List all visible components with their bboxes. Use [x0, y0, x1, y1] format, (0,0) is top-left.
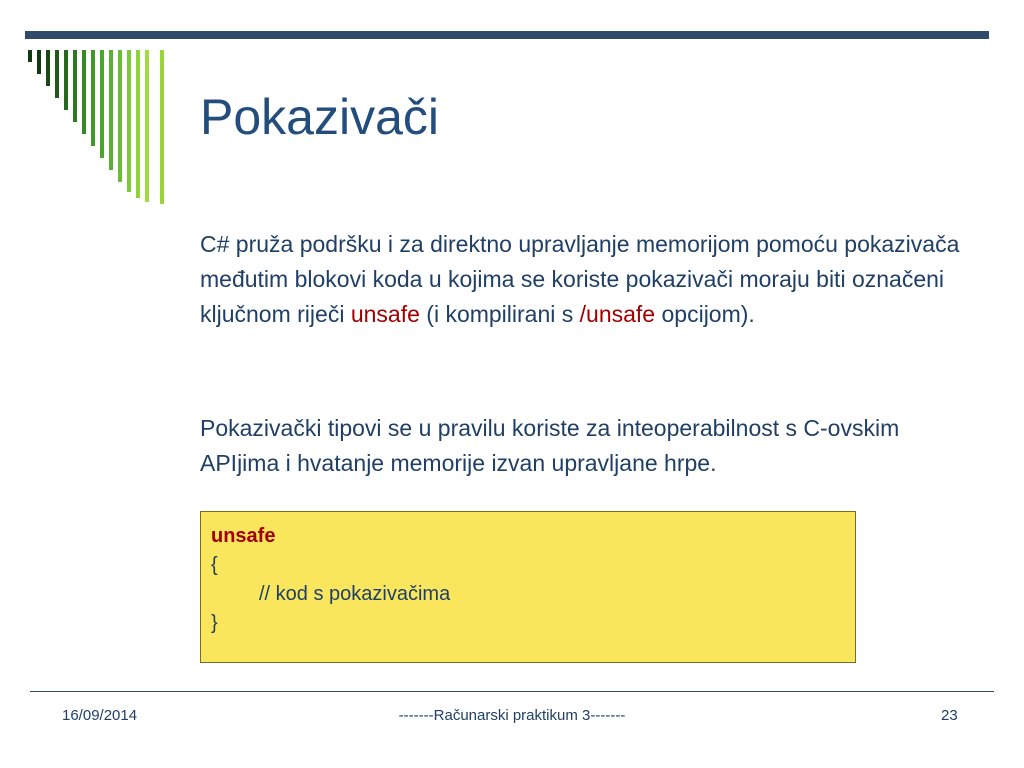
- stripe: [91, 50, 95, 146]
- stripe: [37, 50, 41, 74]
- paragraph-1-text-b: (i kompilirani s: [419, 301, 580, 327]
- paragraph-2: Pokazivački tipovi se u pravilu koriste za inteoperabilnost s C-ovskim APIjima i hvatanje memorije izvan upravljane hrpe.: [200, 415, 900, 476]
- stripe: [82, 50, 86, 134]
- stripe: [136, 50, 140, 198]
- stripe: [145, 50, 149, 202]
- stripe: [127, 50, 131, 192]
- footer-date: 16/09/2014: [62, 707, 138, 724]
- stripe: [160, 50, 164, 204]
- stripe: [73, 50, 77, 122]
- stripe: [55, 50, 59, 98]
- paragraph-1-text-a: C# pruža podršku i za direktno upravljanje memorijom pomoću pokazivača međutim blokovi koda u kojima se koriste pokazivači moraju biti označeni ključnom riječi: [200, 231, 960, 327]
- paragraph-1-text-c: opcijom).: [655, 301, 755, 327]
- decorative-stripes: [0, 0, 180, 210]
- stripe: [28, 50, 32, 62]
- keyword-unsafe: unsafe: [350, 301, 420, 327]
- page-number: 23: [941, 707, 958, 724]
- paragraph-1: [200, 227, 980, 332]
- stripe: [109, 50, 113, 170]
- stripe: [64, 50, 68, 110]
- code-keyword: unsafe: [211, 525, 276, 547]
- code-close-brace: }: [211, 612, 218, 634]
- footer-divider: [30, 691, 994, 692]
- stripe: [46, 50, 50, 86]
- stripe: [100, 50, 104, 158]
- footer-title: -------Računarski praktikum 3-------: [398, 707, 626, 724]
- stripe: [118, 50, 122, 182]
- slide-title: Pokazivači: [200, 89, 439, 145]
- keyword-unsafe-option: /unsafe: [579, 301, 656, 327]
- code-comment: // kod s pokazivačima: [259, 583, 451, 605]
- code-block: [200, 511, 856, 663]
- code-open-brace: {: [211, 554, 218, 576]
